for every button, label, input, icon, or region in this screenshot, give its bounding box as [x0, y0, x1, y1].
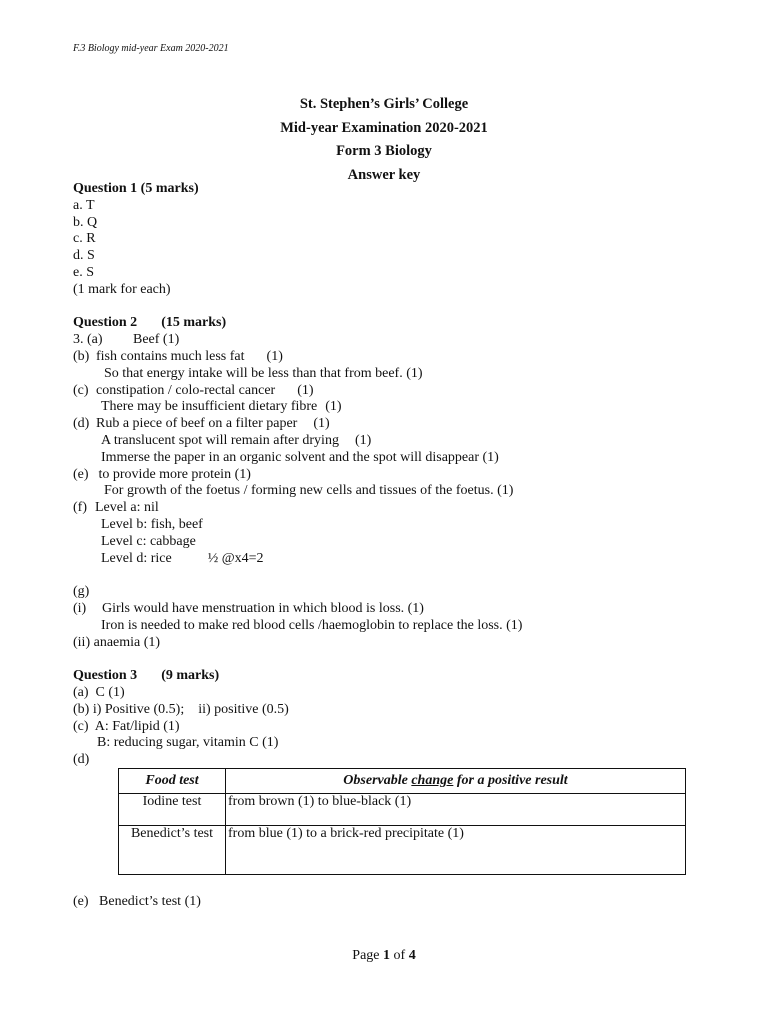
table-row	[119, 826, 686, 875]
q2-g-i-sub: Iron is needed to make red blood cells /haemoglobin to replace the loss. (1)	[101, 617, 523, 633]
q3-e: (e) Benedict’s test (1)	[73, 894, 201, 909]
result-cell: from brown (1) to blue-black (1)	[226, 794, 686, 826]
q1-answer-e: e. S	[73, 264, 94, 280]
question-1-heading: Question 1 (5 marks)	[73, 181, 199, 196]
exam-name: Mid-year Examination 2020-2021	[280, 119, 488, 136]
q1-answer-d: d. S	[73, 248, 95, 264]
q1-answer-b: b. Q	[73, 214, 98, 230]
food-test-cell: Benedict’s test	[119, 826, 226, 875]
q2-d-sub2: Immerse the paper in an organic solvent and the spot will disappear (1)	[101, 449, 499, 465]
q3-d: (d)	[73, 752, 90, 768]
q3-a: (a) C (1)	[73, 684, 125, 700]
title-block	[0, 93, 768, 187]
q2-b: (b) fish contains much less fat (1)	[73, 348, 283, 364]
q2-f: (f) Level a: nil	[73, 500, 159, 516]
food-test-cell: Iodine test	[119, 794, 226, 826]
q3-marks: (9 marks)	[161, 668, 220, 684]
food-test-table	[118, 768, 686, 875]
table-header-row	[119, 769, 686, 794]
q2-g-i: (i) Girls would have menstruation in which blood is loss. (1)	[73, 600, 424, 616]
q3-title: Question 3	[73, 668, 138, 684]
q2-b-sub: So that energy intake will be less than that from beef. (1)	[104, 365, 423, 381]
q1-answer-a: a. T	[73, 197, 95, 213]
answer-content	[73, 181, 713, 769]
page-footer: Page 1 of 4	[352, 948, 416, 963]
running-header: F.3 Biology mid-year Exam 2020-2021	[73, 43, 229, 54]
q3-c-sub: B: reducing sugar, vitamin C (1)	[97, 735, 279, 751]
q2-f-sub1: Level b: fish, beef	[101, 516, 203, 532]
page-number: 1	[383, 948, 391, 963]
table-row	[119, 794, 686, 826]
question-3-heading	[73, 668, 713, 685]
result-cell: from blue (1) to a brick-red precipitate (1)	[226, 826, 686, 875]
q1-answer-c: c. R	[73, 231, 96, 247]
q1-mark-note: (1 mark for each)	[73, 281, 171, 297]
q2-d: (d) Rub a piece of beef on a filter paper (1)	[73, 416, 330, 432]
q2-e-sub: For growth of the foetus / forming new cells and tissues of the foetus. (1)	[104, 483, 514, 499]
q3-b: (b) i) Positive (0.5); ii) positive (0.5)	[73, 701, 289, 717]
q2-marks: (15 marks)	[161, 315, 227, 331]
form-subject: Form 3 Biology	[336, 143, 432, 159]
q2-a: 3. (a) Beef (1)	[73, 332, 180, 348]
q2-e: (e) to provide more protein (1)	[73, 466, 251, 482]
question-2-heading	[73, 315, 713, 332]
school-name: St. Stephen’s Girls’ College	[299, 96, 469, 112]
q2-f-sub2: Level c: cabbage	[101, 533, 196, 549]
q3-c: (c) A: Fat/lipid (1)	[73, 718, 180, 734]
q2-c: (c) constipation / colo-rectal cancer (1)	[73, 382, 314, 398]
doc-title: Answer key	[347, 166, 421, 183]
q2-c-sub: There may be insufficient dietary fibre (1)	[101, 399, 342, 415]
q2-d-sub1: A translucent spot will remain after drying (1)	[101, 432, 372, 448]
q2-f-sub3: Level d: rice ½ @x4=2	[101, 550, 264, 566]
q2-g: (g)	[73, 584, 90, 600]
q2-g-ii: (ii) anaemia (1)	[73, 634, 161, 650]
page-total: 4	[408, 948, 416, 963]
q2-title: Question 2	[73, 315, 138, 331]
col-food-test: Food test	[119, 769, 226, 794]
col-observable-change: Observable change for a positive result	[226, 769, 686, 794]
